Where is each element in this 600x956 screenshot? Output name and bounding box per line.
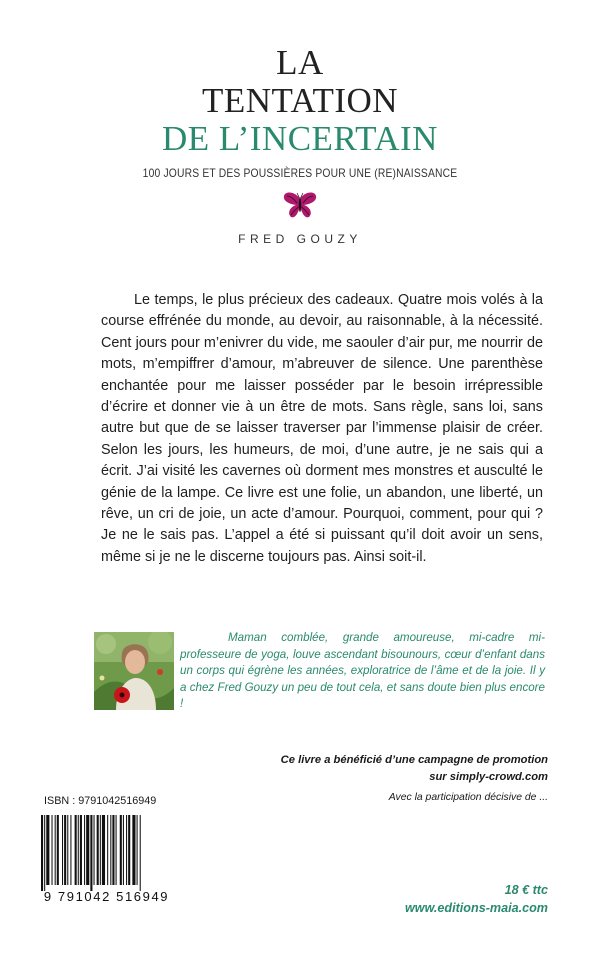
- author-name: FRED GOUZY: [238, 232, 362, 246]
- participation-note: Avec la participation décisive de ...: [388, 792, 548, 803]
- promo-notice: [250, 752, 548, 786]
- price: 18 € ttc: [504, 883, 548, 897]
- promo-line-2: sur simply-crowd.com: [429, 771, 548, 783]
- barcode: [40, 815, 176, 891]
- author-photo: [94, 632, 174, 710]
- title-line-3: DE L’INCERTAIN: [162, 119, 438, 158]
- title-line-2: TENTATION: [201, 81, 399, 120]
- back-cover-summary: Le temps, le plus précieux des cadeaux. Quatre mois volés à la course effrénée du monde, au devoir, au raisonnable, à la nécessité. Cent jours pour m’enivrer du vide, me saouler d’air pur, me nourrir de mots, m’empiffrer d’amour, m’abreuver de silence. Une parenthèse enchantée pour me laisser posséder par le besoin irrépressible d’écrire et donner vie à un être de mots. Sans règle, sans loi, sans autre but que de se laisser traverser par l’immense plaisir de créer. Selon les jours, les humeurs, de moi, d’une autre, je ne sais qui a écrit. J’ai visité les cavernes où dorment mes monstres et ausculté le génie de la lampe. Ce livre est une folie, un abandon, une liberté, un rêve, un cri de joie, un acte d’amour. Pourquoi, comment, pour qui ? Je ne le sais pas. L’appel a été si puissant qu’il doit avoir un sens, même si je ne le discerne toujours pas. Ainsi soit-il.: [101, 292, 543, 565]
- publisher-website[interactable]: www.editions-maia.com: [405, 901, 548, 915]
- subtitle: 100 JOURS ET DES POUSSIÈRES POUR UNE (RE)NAISSANCE: [142, 166, 458, 180]
- author-bio: Maman comblée, grande amoureuse, mi-cadre mi-professeure de yoga, louve ascendant bisounours, cœur d’enfant dans un corps qui égrène les années, exploratrice de l’âme et de la joie. Il y a chez Fred Gouzy un peu de tout cela, et sans doute bien plus encore !: [180, 631, 545, 711]
- title-line-1: LA: [276, 43, 324, 82]
- butterfly-icon: [283, 191, 317, 219]
- barcode-digits: 9 791042 516949: [43, 889, 170, 904]
- promo-line-1: Ce livre a bénéficié d’une campagne de promotion: [280, 754, 548, 766]
- isbn-label: ISBN : 9791042516949: [44, 795, 157, 807]
